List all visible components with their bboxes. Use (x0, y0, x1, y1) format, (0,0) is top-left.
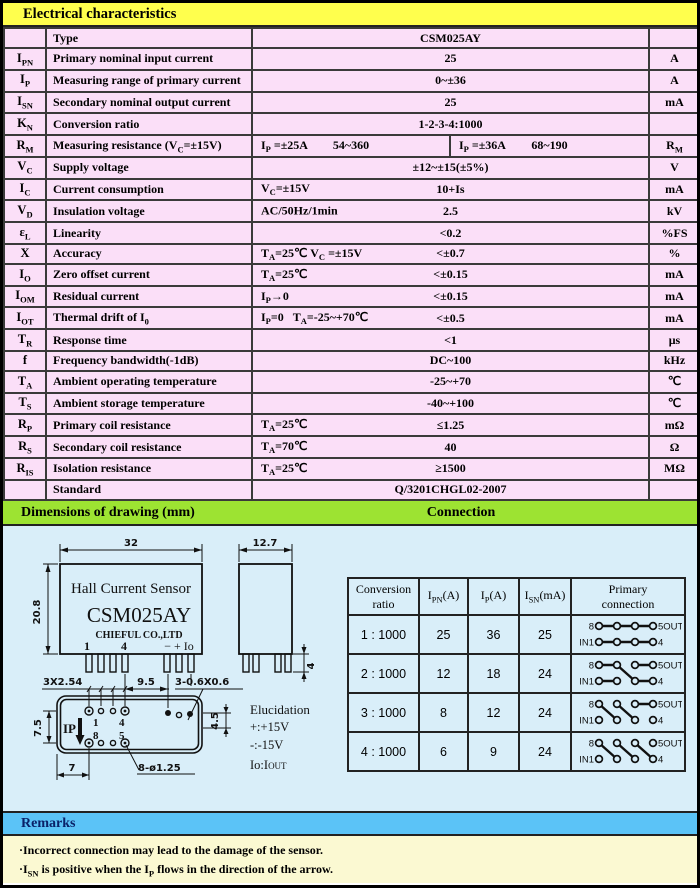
symbol-cell: $R_S$ (4, 436, 46, 458)
connection-row (348, 693, 685, 732)
table-row (4, 179, 700, 201)
connection-column-header: Primary connection (571, 578, 685, 615)
ip-direction-arrow (76, 718, 85, 745)
unit-cell: mA (649, 307, 700, 329)
value-cell: CSM025AY (252, 28, 649, 48)
table-row (4, 244, 700, 264)
symbol-cell: $R_P$ (4, 414, 46, 436)
ipn-cell: 8 (419, 693, 468, 732)
symbol-cell: $R_{IS}$ (4, 458, 46, 480)
connection-column-header: $I_{PN}(A)$ (419, 578, 468, 615)
dim-pin-section: 3-0.6X0.6 (175, 677, 230, 688)
symbol-cell: $I_{OM}$ (4, 286, 46, 308)
primary-connection-diagram (574, 655, 682, 689)
parameter-cell: Accuracy (46, 244, 252, 264)
remark-line: ·Incorrect connection may lead to the damage of the sensor. (19, 843, 323, 857)
parameter-cell: Ambient storage temperature (46, 393, 252, 415)
bottom-pin8-label: 8 (93, 730, 99, 742)
svg-text:5OUT: 5OUT (658, 699, 682, 711)
value-cell: $T_A=25℃$ $V_C =\pm 15V$ <±0.7 (252, 244, 649, 264)
symbol-cell: $T_A$ (4, 371, 46, 393)
symbol-cell: $I_C$ (4, 179, 46, 201)
unit-cell: kV (649, 200, 700, 222)
value-cell: $I_P\to 0$ <±0.15 (252, 286, 649, 308)
parameter-cell: Current consumption (46, 179, 252, 201)
elucidation-minus: -:-15V (250, 738, 284, 752)
value-cell: AC/50Hz/1min 2.5 (252, 200, 649, 222)
svg-text:IN1: IN1 (579, 676, 594, 688)
unit-cell (649, 480, 700, 500)
dim-pitch-out: 9.5 (137, 677, 155, 688)
svg-text:8: 8 (588, 699, 594, 711)
value-cell: 1-2-3-4:1000 (252, 113, 649, 135)
value-cell: Q/3201CHGL02-2007 (252, 480, 649, 500)
svg-text:5OUT: 5OUT (658, 738, 682, 750)
parameter-cell: Linearity (46, 222, 252, 244)
ratio-cell: 3 : 1000 (348, 693, 419, 732)
value-cell: ±12~±15(±5%) (252, 157, 649, 179)
value-cell: $I_P =\pm 36A$ 68~190 (450, 135, 649, 157)
ipn-cell: 12 (419, 654, 468, 693)
connection-column-header: Conversion ratio (348, 578, 419, 615)
isn-cell: 24 (519, 693, 571, 732)
ratio-cell: 4 : 1000 (348, 732, 419, 771)
symbol-cell (4, 28, 46, 48)
unit-cell: A (649, 48, 700, 70)
elucidation-plus: +:+15V (250, 720, 290, 734)
parameter-cell: Thermal drift of $I_0$ (46, 307, 252, 329)
parameter-cell: Zero offset current (46, 264, 252, 286)
table-row (4, 371, 700, 393)
value-cell: $I_P =\pm 25A$ 54~360 (252, 135, 450, 157)
symbol-cell: $T_S$ (4, 393, 46, 415)
unit-cell: V (649, 157, 700, 179)
table-row (4, 70, 700, 92)
symbol-cell (4, 480, 46, 500)
unit-cell: ℃ (649, 393, 700, 415)
table-row (4, 351, 700, 371)
remarks-body (3, 836, 697, 883)
connection-header: Connection (426, 504, 496, 520)
parameter-cell: Primary coil resistance (46, 414, 252, 436)
table-row (4, 28, 700, 48)
parameter-cell: Measuring resistance $(V_C=\pm 15V)$ (46, 135, 252, 157)
unit-cell: %FS (649, 222, 700, 244)
elucidation-io: Io:IOUT (250, 758, 287, 772)
primary-connection-diagram (574, 694, 682, 728)
value-cell: DC~100 (252, 351, 649, 371)
symbol-cell: $I_{SN}$ (4, 92, 46, 114)
table-row (4, 264, 700, 286)
table-row (4, 157, 700, 179)
parameter-cell: Insulation voltage (46, 200, 252, 222)
connection-diagram-cell (571, 732, 685, 771)
dim-depth: 12.7 (252, 538, 278, 549)
dim-edge-offset: 7 (68, 763, 76, 774)
symbol-cell: $I_O$ (4, 264, 46, 286)
unit-cell: Ω (649, 436, 700, 458)
connection-row (348, 654, 685, 693)
parameter-cell: Standard (46, 480, 252, 500)
svg-text:IN1: IN1 (579, 715, 594, 727)
front-pin4-label: 4 (121, 639, 127, 653)
isn-cell: 24 (519, 654, 571, 693)
connection-row (348, 615, 685, 654)
svg-text:IN1: IN1 (579, 637, 594, 649)
symbol-cell: f (4, 351, 46, 371)
drawing-area (3, 526, 697, 811)
bottom-pin4-label: 4 (119, 717, 125, 729)
ip-cell: 9 (468, 732, 519, 771)
table-row (4, 222, 700, 244)
value-cell: 0~±36 (252, 70, 649, 92)
value-cell: $T_A=25℃$ ≥1500 (252, 458, 649, 480)
value-cell: $T_A=25℃$ ≤1.25 (252, 414, 649, 436)
table-row (4, 286, 700, 308)
unit-cell: MΩ (649, 458, 700, 480)
primary-connection-diagram (574, 733, 682, 767)
dim-hole-note: 8-ø1.25 (138, 763, 181, 774)
table-row (4, 92, 700, 114)
electrical-table (3, 27, 700, 501)
symbol-cell: $V_D$ (4, 200, 46, 222)
table-row (4, 329, 700, 351)
value-cell: -25~+70 (252, 371, 649, 393)
ip-arrow-label: IP (63, 721, 76, 736)
dim-out-offset: 4.5 (210, 712, 221, 730)
dim-width: 32 (124, 538, 138, 549)
elucidation-title: Elucidation (250, 702, 310, 717)
symbol-cell: $R_M$ (4, 135, 46, 157)
dimensions-header: Dimensions of drawing (mm) (21, 504, 195, 520)
isn-cell: 24 (519, 732, 571, 771)
parameter-cell: Primary nominal input current (46, 48, 252, 70)
table-row (4, 458, 700, 480)
table-row (4, 307, 700, 329)
parameter-cell: Conversion ratio (46, 113, 252, 135)
svg-text:8: 8 (588, 621, 594, 633)
connection-table (347, 577, 686, 772)
parameter-cell: Supply voltage (46, 157, 252, 179)
value-cell: $T_A=25℃$ <±0.15 (252, 264, 649, 286)
value-cell: <1 (252, 329, 649, 351)
ratio-cell: 2 : 1000 (348, 654, 419, 693)
symbol-cell: $I_{PN}$ (4, 48, 46, 70)
symbol-cell: $I_{OT}$ (4, 307, 46, 329)
svg-text:8: 8 (588, 660, 594, 672)
symbol-cell: $V_C$ (4, 157, 46, 179)
connection-diagram-cell (571, 615, 685, 654)
front-out-label: − + Io (164, 639, 194, 653)
dim-row-spacing: 7.5 (33, 719, 44, 737)
svg-text:4: 4 (658, 676, 664, 688)
symbol-cell: $\varepsilon_L$ (4, 222, 46, 244)
unit-cell: mA (649, 264, 700, 286)
table-row (4, 113, 700, 135)
isn-cell: 25 (519, 615, 571, 654)
svg-text:IN1: IN1 (579, 754, 594, 766)
unit-cell: mΩ (649, 414, 700, 436)
dim-pin-length: 4 (306, 662, 317, 670)
model-number: CSM025AY (86, 603, 192, 627)
table-row (4, 48, 700, 70)
symbol-cell: $I_P$ (4, 70, 46, 92)
connection-column-header: $I_P(A)$ (468, 578, 519, 615)
table-row (4, 480, 700, 500)
ip-cell: 18 (468, 654, 519, 693)
parameter-cell: Secondary coil resistance (46, 436, 252, 458)
dimensions-drawing (7, 526, 347, 811)
parameter-cell: Residual current (46, 286, 252, 308)
ratio-cell: 1 : 1000 (348, 615, 419, 654)
unit-cell: μs (649, 329, 700, 351)
parameter-cell: Ambient operating temperature (46, 371, 252, 393)
symbol-cell: $K_N$ (4, 113, 46, 135)
value-cell: $V_C=\pm 15V$ 10+Is (252, 179, 649, 201)
unit-cell: mA (649, 179, 700, 201)
svg-text:4: 4 (658, 715, 664, 727)
unit-cell: % (649, 244, 700, 264)
ip-cell: 12 (468, 693, 519, 732)
value-cell: <0.2 (252, 222, 649, 244)
company-name: CHIEFUL CO.,LTD (95, 630, 183, 641)
unit-cell: $R_M$ (649, 135, 700, 157)
table-row (4, 200, 700, 222)
parameter-cell: Isolation resistance (46, 458, 252, 480)
connection-column-header: $I_{SN}(mA)$ (519, 578, 571, 615)
parameter-cell: Secondary nominal output current (46, 92, 252, 114)
svg-text:5OUT: 5OUT (658, 660, 682, 672)
svg-text:4: 4 (658, 637, 664, 649)
connection-diagram-cell (571, 693, 685, 732)
value-cell: $I_P=0$ $T_A=-25\sim+70℃$ <±0.5 (252, 307, 649, 329)
remarks-header: Remarks (3, 811, 697, 836)
connection-row (348, 732, 685, 771)
product-name: Hall Current Sensor (71, 581, 191, 597)
symbol-cell: X (4, 244, 46, 264)
unit-cell: kHz (649, 351, 700, 371)
electrical-characteristics-header: Electrical characteristics (3, 3, 697, 27)
primary-connection-diagram (574, 616, 682, 650)
dim-height: 20.8 (32, 599, 43, 625)
parameter-cell: Type (46, 28, 252, 48)
remark-line: $\cdot I_{SN}$ is positive when the $I_P$ flows in the direction of the arrow. (19, 862, 333, 879)
ip-cell: 36 (468, 615, 519, 654)
parameter-cell: Measuring range of primary current (46, 70, 252, 92)
parameter-cell: Response time (46, 329, 252, 351)
unit-cell (649, 113, 700, 135)
unit-cell (649, 28, 700, 48)
bottom-pin5-label: 5 (119, 730, 125, 742)
value-cell: -40~+100 (252, 393, 649, 415)
svg-text:4: 4 (658, 754, 664, 766)
unit-cell: mA (649, 92, 700, 114)
svg-text:8: 8 (588, 738, 594, 750)
value-cell: $T_A=70℃$ 40 (252, 436, 649, 458)
section-bar (3, 501, 697, 526)
parameter-cell: Frequency bandwidth(-1dB) (46, 351, 252, 371)
connection-diagram-cell (571, 654, 685, 693)
table-row (4, 436, 700, 458)
unit-cell: ℃ (649, 371, 700, 393)
connection-header-row (348, 578, 685, 615)
value-cell: 25 (252, 48, 649, 70)
table-row (4, 393, 700, 415)
ipn-cell: 6 (419, 732, 468, 771)
table-row (4, 135, 700, 157)
symbol-cell: $T_R$ (4, 329, 46, 351)
unit-cell: A (649, 70, 700, 92)
value-cell: 25 (252, 92, 649, 114)
table-row (4, 414, 700, 436)
ipn-cell: 25 (419, 615, 468, 654)
dim-pin-pitch: 3X2.54 (43, 677, 83, 688)
front-pin1-label: 1 (84, 639, 90, 653)
svg-text:5OUT: 5OUT (658, 621, 682, 633)
unit-cell: mA (649, 286, 700, 308)
bottom-pin1-label: 1 (93, 717, 99, 729)
